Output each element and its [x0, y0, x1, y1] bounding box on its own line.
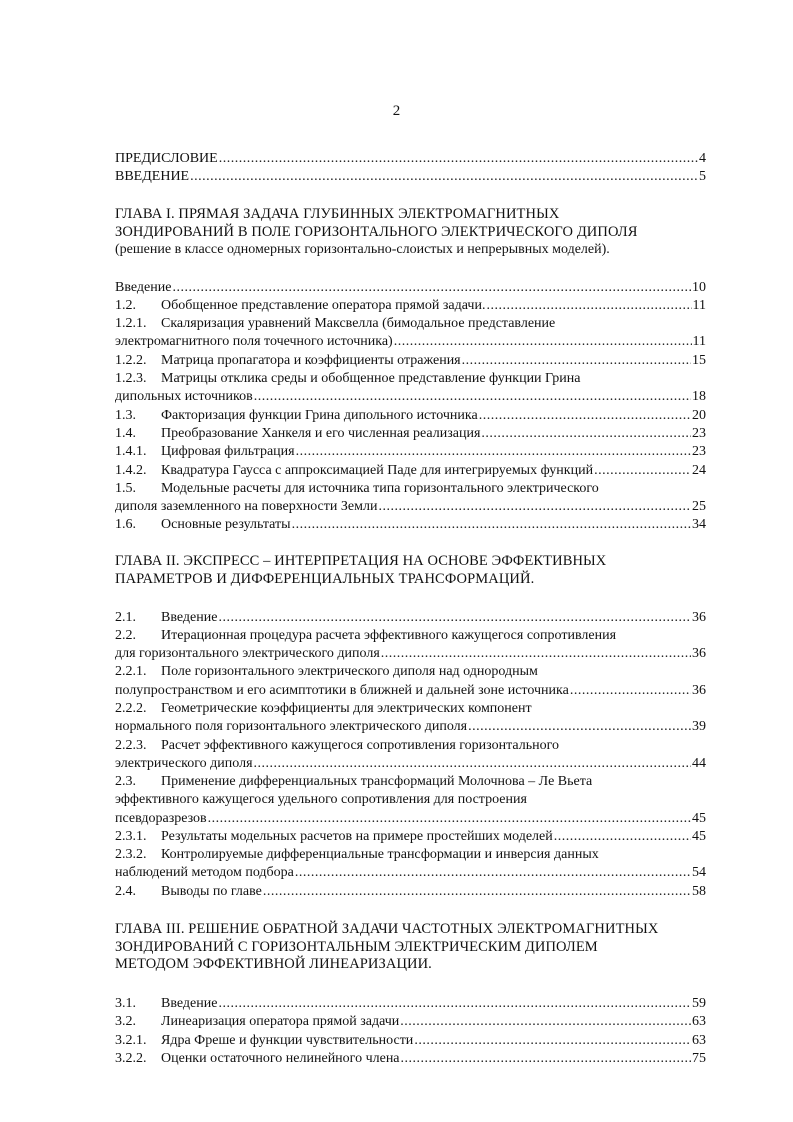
toc-page: 63 — [692, 1033, 706, 1048]
toc-page: 18 — [692, 389, 706, 404]
leader-dots — [292, 516, 691, 534]
chapter-heading-line: ГЛАВА III. РЕШЕНИЕ ОБРАТНОЙ ЗАДАЧИ ЧАСТОТНЫХ ЭЛЕКТРОМАГНИТНЫХ — [115, 921, 659, 937]
toc-title: Введение — [161, 996, 218, 1011]
chapter-heading-line: ПАРАМЕТРОВ И ДИФФЕРЕНЦИАЛЬНЫХ ТРАНСФОРМАЦИЙ. — [115, 570, 535, 587]
toc-number: 2.1. — [115, 610, 136, 625]
toc-number: 2.3.1. — [115, 829, 147, 844]
toc-title: Введение — [115, 280, 172, 295]
toc-page: 54 — [692, 865, 706, 880]
toc-title: дипольных источников — [115, 389, 253, 404]
toc-number: 1.2.2. — [115, 353, 147, 368]
toc-entry[interactable] — [115, 388, 706, 406]
toc-page: 11 — [692, 298, 706, 313]
toc-title: Применение дифференциальных трансформаций Молочнова – Ле Вьета — [161, 774, 593, 789]
toc-entry[interactable] — [115, 627, 706, 645]
toc-title: Матрица пропагатора и коэффициенты отражения — [161, 353, 461, 368]
toc-page: 11 — [692, 334, 706, 349]
toc-page: 15 — [692, 353, 706, 368]
toc-title: для горизонтального электрического диполя — [115, 646, 380, 661]
toc-page: 4 — [699, 151, 706, 166]
leader-dots — [296, 443, 691, 461]
toc-page: 20 — [692, 408, 706, 423]
leader-dots — [219, 150, 698, 168]
toc-entry[interactable] — [115, 498, 706, 516]
toc-title: Поле горизонтального электрического диполя над однородным — [161, 664, 538, 679]
toc-title: Матрицы отклика среды и обобщенное представление функции Грина — [161, 371, 581, 386]
leader-dots — [218, 609, 691, 627]
toc-entry[interactable] — [115, 315, 706, 333]
toc-number: 1.3. — [115, 408, 136, 423]
page-number: 2 — [392, 103, 401, 119]
leader-dots — [479, 407, 691, 425]
leader-dots — [218, 995, 691, 1013]
toc-entry[interactable] — [115, 370, 706, 388]
toc-title: электромагнитного поля точечного источника) — [115, 334, 393, 349]
toc-title: Модельные расчеты для источника типа горизонтального электрического — [161, 481, 599, 496]
toc-page: 5 — [699, 169, 706, 184]
toc-entry-preface[interactable] — [115, 150, 706, 168]
leader-dots — [394, 333, 692, 351]
toc-title: Ядра Фреше и функции чувствительности — [161, 1033, 414, 1048]
toc-page: 45 — [692, 811, 706, 826]
leader-dots — [554, 828, 691, 846]
leader-dots — [208, 810, 691, 828]
toc-title: Расчет эффективного кажущегося сопротивления горизонтального — [161, 738, 559, 753]
toc-title: Преобразование Ханкеля и его численная реализация — [161, 426, 481, 441]
leader-dots — [481, 425, 691, 443]
toc-entry[interactable] — [115, 279, 706, 297]
leader-dots — [295, 864, 691, 882]
toc-number: 1.4. — [115, 426, 136, 441]
toc-entry[interactable] — [115, 1032, 706, 1050]
toc-title: Итерационная процедура расчета эффективного кажущегося сопротивления — [161, 628, 617, 643]
leader-dots — [190, 168, 698, 186]
leader-dots — [254, 388, 691, 406]
toc-title: электрического диполя — [115, 756, 253, 771]
toc-number: 1.2.1. — [115, 316, 147, 331]
toc-number: 1.2.3. — [115, 371, 147, 386]
toc-page: 25 — [692, 499, 706, 514]
toc-title: Оценки остаточного нелинейного члена — [161, 1051, 400, 1066]
toc-entry[interactable] — [115, 297, 706, 315]
toc-entry[interactable] — [115, 828, 706, 846]
toc-entry[interactable] — [115, 407, 706, 425]
toc-title: Основные результаты — [161, 517, 291, 532]
toc-page: 23 — [692, 426, 706, 441]
chapter-heading-line: ГЛАВА II. ЭКСПРЕСС – ИНТЕРПРЕТАЦИЯ НА ОСНОВЕ ЭФФЕКТИВНЫХ — [115, 553, 607, 569]
toc-title: наблюдений методом подбора — [115, 865, 294, 880]
chapter-heading-line: МЕТОДОМ ЭФФЕКТИВНОЙ ЛИНЕАРИЗАЦИИ. — [115, 956, 432, 972]
toc-entry[interactable] — [115, 682, 706, 700]
leader-dots — [378, 498, 691, 516]
toc-entry-introduction[interactable] — [115, 168, 706, 186]
leader-dots — [172, 279, 691, 297]
leader-dots — [594, 462, 691, 480]
toc-entry[interactable] — [115, 352, 706, 370]
toc-page: 45 — [692, 829, 706, 844]
toc-title: нормального поля горизонтального электрического диполя — [115, 719, 468, 734]
toc-entry[interactable] — [115, 443, 706, 461]
toc-page: 63 — [692, 1014, 706, 1029]
toc-entry[interactable] — [115, 737, 706, 755]
toc-title: диполя заземленного на поверхности Земли — [115, 499, 378, 514]
toc-entry[interactable] — [115, 516, 706, 534]
toc-title: эффективного кажущегося удельного сопротивления для построения — [115, 792, 527, 807]
toc-title: Выводы по главе — [161, 884, 262, 899]
toc-number: 3.2. — [115, 1014, 136, 1029]
toc-title: Геометрические коэффициенты для электрических компонент — [161, 701, 532, 716]
toc-number: 2.2. — [115, 628, 136, 643]
toc-title: Квадратура Гаусса с аппроксимацией Паде для интегрируемых функций — [161, 463, 594, 478]
toc-page: 24 — [692, 463, 706, 478]
toc-number: 3.1. — [115, 996, 136, 1011]
toc-entry[interactable] — [115, 718, 706, 736]
toc-entry[interactable] — [115, 864, 706, 882]
toc-page: 23 — [692, 444, 706, 459]
chapter-heading-line: ГЛАВА I. ПРЯМАЯ ЗАДАЧА ГЛУБИННЫХ ЭЛЕКТРОМАГНИТНЫХ — [115, 206, 560, 222]
toc-title: Контролируемые дифференциальные трансформации и инверсия данных — [161, 847, 599, 862]
leader-dots — [263, 883, 691, 901]
toc-entry[interactable] — [115, 333, 706, 351]
toc-title: Обобщенное представление оператора прямой задачи. — [161, 298, 486, 313]
leader-dots — [400, 1013, 691, 1031]
chapter-3-heading — [115, 921, 715, 974]
toc-number: 3.2.1. — [115, 1033, 147, 1048]
toc-entry[interactable] — [115, 755, 706, 773]
toc-title: псевдоразрезов — [115, 811, 207, 826]
toc-page: 58 — [692, 884, 706, 899]
leader-dots — [468, 718, 691, 736]
toc-page: 36 — [692, 646, 706, 661]
toc-page: 34 — [692, 517, 706, 532]
toc-number: 2.3. — [115, 774, 136, 789]
leader-dots — [570, 682, 691, 700]
toc-title: Линеаризация оператора прямой задачи — [161, 1014, 400, 1029]
toc-entry[interactable] — [115, 810, 706, 828]
toc-page: 36 — [692, 610, 706, 625]
toc-title: Факторизация функции Грина дипольного источника — [161, 408, 478, 423]
leader-dots — [254, 755, 691, 773]
toc-entry[interactable] — [115, 663, 706, 681]
toc-number: 1.6. — [115, 517, 136, 532]
toc-entry[interactable] — [115, 425, 706, 443]
toc-number: 2.3.2. — [115, 847, 147, 862]
toc-entry[interactable] — [115, 462, 706, 480]
toc-entry[interactable] — [115, 645, 706, 663]
toc-title: полупространством и его асимптотики в ближней и дальней зоне источника — [115, 683, 569, 698]
leader-dots — [486, 297, 691, 315]
toc-title: ВВЕДЕНИЕ — [115, 169, 190, 184]
toc-number: 2.2.1. — [115, 664, 147, 679]
toc-page: 59 — [692, 996, 706, 1011]
toc-page: 39 — [692, 719, 706, 734]
chapter-heading-line: ЗОНДИРОВАНИЙ С ГОРИЗОНТАЛЬНЫМ ЭЛЕКТРИЧЕСКИМ ДИПОЛЕМ — [115, 938, 598, 955]
leader-dots — [401, 1050, 691, 1068]
toc-number: 1.4.1. — [115, 444, 147, 459]
leader-dots — [462, 352, 691, 370]
toc-number: 1.2. — [115, 298, 136, 313]
toc-number: 2.2.2. — [115, 701, 147, 716]
chapter-1-subtitle: (решение в классе одномерных горизонтально-слоистых и непрерывных моделей). — [115, 242, 610, 257]
toc-entry[interactable] — [115, 480, 706, 498]
toc-entry[interactable] — [115, 791, 706, 809]
toc-page: 36 — [692, 683, 706, 698]
toc-entry[interactable] — [115, 700, 706, 718]
toc-number: 3.2.2. — [115, 1051, 147, 1066]
chapter-heading-line: ЗОНДИРОВАНИЙ В ПОЛЕ ГОРИЗОНТАЛЬНОГО ЭЛЕКТРИЧЕСКОГО ДИПОЛЯ — [115, 223, 638, 240]
toc-entry[interactable] — [115, 1013, 706, 1031]
chapter-2-heading — [115, 553, 715, 588]
toc-number: 2.4. — [115, 884, 136, 899]
leader-dots — [414, 1032, 691, 1050]
toc-number: 1.4.2. — [115, 463, 147, 478]
chapter-1-heading — [115, 206, 715, 241]
toc-title: Скаляризация уравнений Максвелла (бимодальное представление — [161, 316, 556, 331]
toc-title: Цифровая фильтрация — [161, 444, 295, 459]
toc-title: Результаты модельных расчетов на примере простейших моделей — [161, 829, 553, 844]
leader-dots — [381, 645, 691, 663]
toc-title: ПРЕДИСЛОВИЕ — [115, 151, 218, 166]
toc-page: 44 — [692, 756, 706, 771]
toc-entry[interactable] — [115, 846, 706, 864]
toc-page: 75 — [692, 1051, 706, 1066]
toc-number: 1.5. — [115, 481, 136, 496]
toc-entry[interactable] — [115, 995, 706, 1013]
toc-number: 2.2.3. — [115, 738, 147, 753]
toc-entry[interactable] — [115, 773, 706, 791]
toc-entry[interactable] — [115, 1050, 706, 1068]
toc-title: Введение — [161, 610, 218, 625]
toc-page: 10 — [692, 280, 706, 295]
toc-entry[interactable] — [115, 883, 706, 901]
toc-entry[interactable] — [115, 609, 706, 627]
